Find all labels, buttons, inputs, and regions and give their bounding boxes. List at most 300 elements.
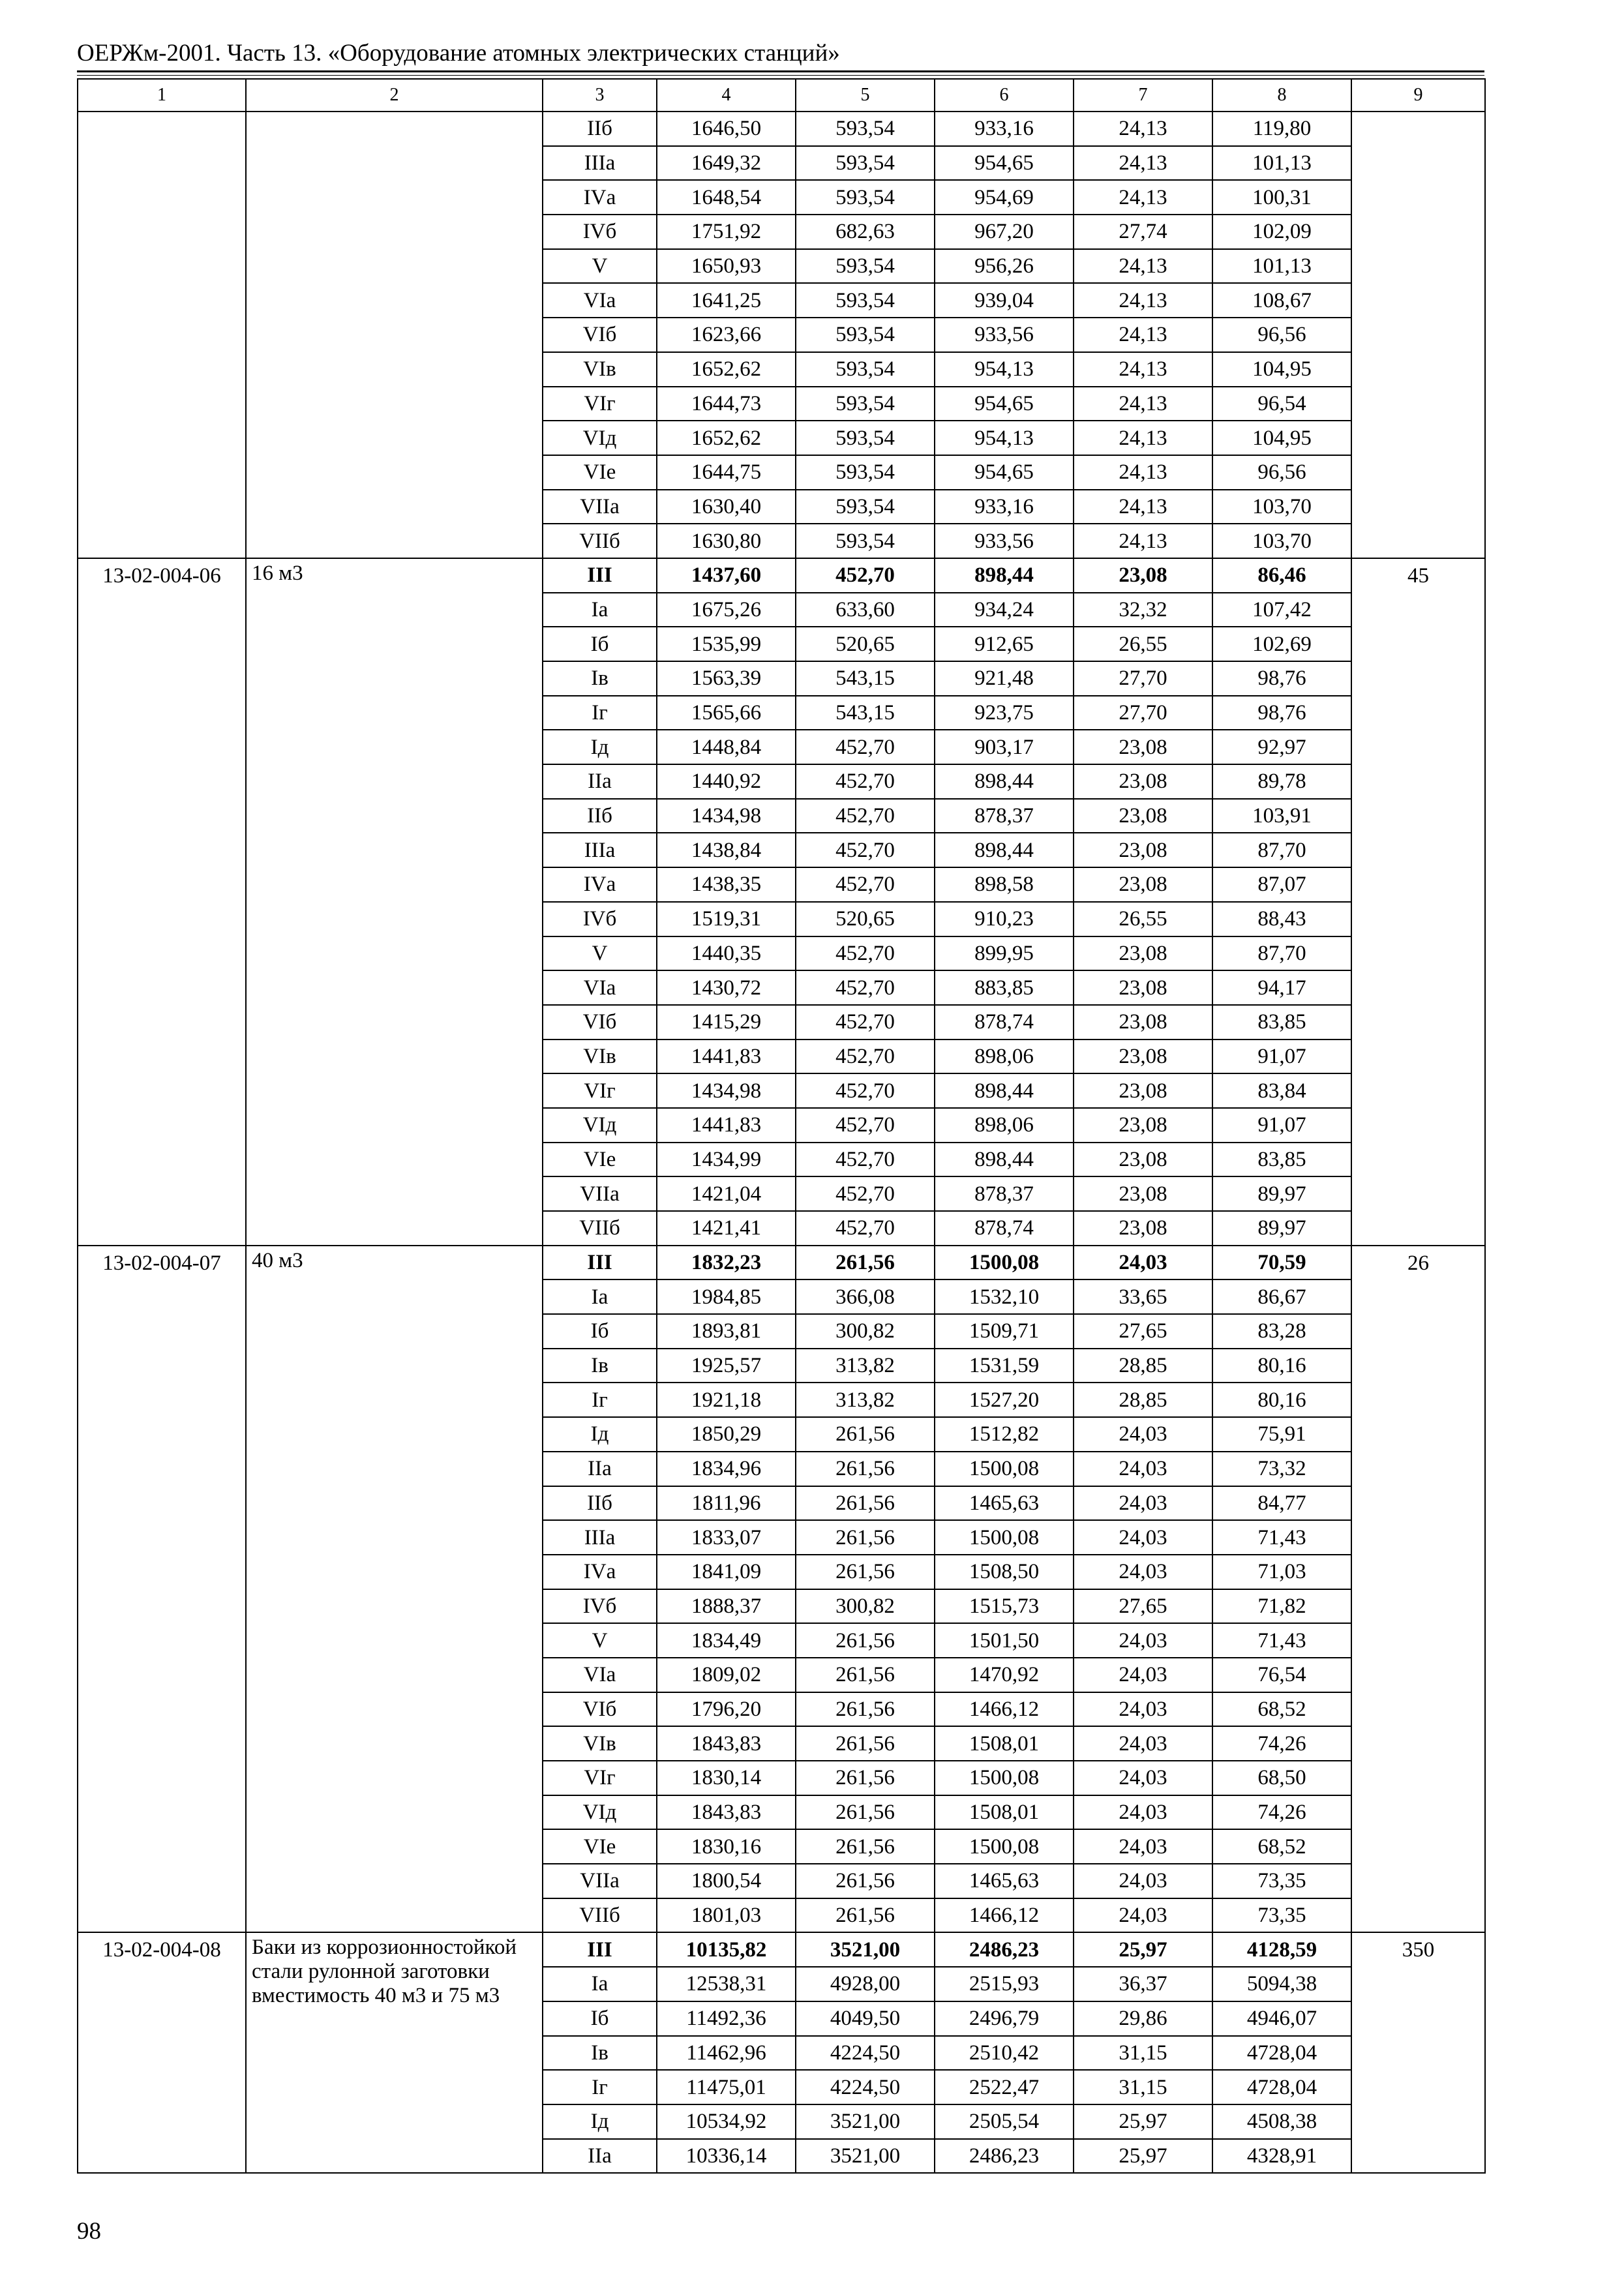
value-cell: 903,17	[935, 730, 1074, 764]
value-cell: 1648,54	[657, 180, 796, 215]
table-row	[78, 1932, 1485, 1967]
zone-cell: IIа	[543, 764, 657, 799]
value-cell: 76,54	[1212, 1658, 1351, 1692]
value-cell: 954,65	[935, 146, 1074, 181]
zone-cell: Iг	[543, 696, 657, 730]
zone-cell: Iб	[543, 627, 657, 661]
value-cell: 4224,50	[796, 2036, 935, 2071]
value-cell: 24,03	[1074, 1864, 1212, 1898]
value-cell: 119,80	[1212, 112, 1351, 146]
value-cell: 83,84	[1212, 1073, 1351, 1108]
value-cell: 593,54	[796, 524, 935, 558]
value-cell: 1531,59	[935, 1349, 1074, 1383]
value-cell: 1565,66	[657, 696, 796, 730]
value-cell: 83,85	[1212, 1143, 1351, 1177]
value-cell: 261,56	[796, 1555, 935, 1589]
value-cell: 28,85	[1074, 1349, 1212, 1383]
zone-cell: VIIб	[543, 524, 657, 558]
value-cell: 1921,18	[657, 1383, 796, 1417]
equipment-name: 16 м3	[246, 558, 543, 1246]
value-cell: 1434,99	[657, 1143, 796, 1177]
value-cell: 1501,50	[935, 1623, 1074, 1658]
value-cell: 878,37	[935, 1176, 1074, 1211]
value-cell: 1535,99	[657, 627, 796, 661]
value-cell: 11462,96	[657, 2036, 796, 2071]
value-cell: 80,16	[1212, 1349, 1351, 1383]
value-cell: 593,54	[796, 249, 935, 284]
value-cell: 1925,57	[657, 1349, 796, 1383]
value-cell: 73,32	[1212, 1452, 1351, 1486]
zone-cell: IIIа	[543, 1520, 657, 1555]
value-cell: 31,15	[1074, 2070, 1212, 2104]
value-cell: 100,31	[1212, 180, 1351, 215]
value-cell: 73,35	[1212, 1864, 1351, 1898]
value-cell: 452,70	[796, 1073, 935, 1108]
value-cell: 1470,92	[935, 1658, 1074, 1692]
value-cell: 1646,50	[657, 112, 796, 146]
value-cell: 1438,84	[657, 833, 796, 867]
value-cell: 261,56	[796, 1452, 935, 1486]
value-cell: 4728,04	[1212, 2036, 1351, 2071]
value-cell: 96,56	[1212, 318, 1351, 352]
value-cell: 83,85	[1212, 1005, 1351, 1040]
value-cell: 2486,23	[935, 1932, 1074, 1967]
value-cell: 83,28	[1212, 1314, 1351, 1349]
value-cell: 313,82	[796, 1349, 935, 1383]
value-cell: 36,37	[1074, 1967, 1212, 2001]
value-cell: 89,97	[1212, 1176, 1351, 1211]
value-cell: 1500,08	[935, 1246, 1074, 1280]
zone-cell: VIв	[543, 1040, 657, 1074]
value-cell: 593,54	[796, 283, 935, 318]
value-cell: 24,03	[1074, 1692, 1212, 1727]
value-cell: 1843,83	[657, 1726, 796, 1761]
zone-cell: V	[543, 936, 657, 971]
value-cell: 923,75	[935, 696, 1074, 730]
value-cell: 1984,85	[657, 1279, 796, 1314]
value-cell: 1441,83	[657, 1108, 796, 1143]
value-cell: 24,13	[1074, 146, 1212, 181]
table-row	[78, 558, 1485, 593]
value-cell: 1630,40	[657, 490, 796, 524]
value-cell: 107,42	[1212, 593, 1351, 627]
value-cell: 261,56	[796, 1761, 935, 1795]
value-cell: 933,16	[935, 112, 1074, 146]
value-cell: 23,08	[1074, 970, 1212, 1005]
value-cell: 4508,38	[1212, 2104, 1351, 2139]
value-cell: 23,08	[1074, 1040, 1212, 1074]
value-cell: 103,70	[1212, 490, 1351, 524]
value-cell: 954,13	[935, 352, 1074, 387]
value-cell: 2510,42	[935, 2036, 1074, 2071]
value-cell: 452,70	[796, 1176, 935, 1211]
value-cell: 593,54	[796, 352, 935, 387]
value-cell: 96,54	[1212, 387, 1351, 421]
value-cell: 4049,50	[796, 2001, 935, 2036]
value-cell: 10534,92	[657, 2104, 796, 2139]
value-cell: 593,54	[796, 490, 935, 524]
value-cell: 1466,12	[935, 1898, 1074, 1933]
value-cell: 261,56	[796, 1692, 935, 1727]
value-cell: 11492,36	[657, 2001, 796, 2036]
value-cell: 23,08	[1074, 1143, 1212, 1177]
value-cell: 23,08	[1074, 558, 1212, 593]
value-cell: 23,08	[1074, 1005, 1212, 1040]
value-cell: 25,97	[1074, 2104, 1212, 2139]
value-cell: 4224,50	[796, 2070, 935, 2104]
rate-code: 13-02-004-08	[78, 1932, 246, 2173]
value-cell: 3521,00	[796, 2139, 935, 2174]
zone-cell: VIIб	[543, 1898, 657, 1933]
value-cell: 2496,79	[935, 2001, 1074, 2036]
value-cell: 261,56	[796, 1864, 935, 1898]
value-cell: 1834,49	[657, 1623, 796, 1658]
column-9-value: 26	[1351, 1246, 1485, 1933]
zone-cell: VIIа	[543, 1176, 657, 1211]
value-cell: 24,13	[1074, 387, 1212, 421]
value-cell: 878,37	[935, 799, 1074, 833]
value-cell: 1434,98	[657, 799, 796, 833]
value-cell: 452,70	[796, 730, 935, 764]
value-cell: 24,13	[1074, 490, 1212, 524]
value-cell: 898,06	[935, 1040, 1074, 1074]
value-cell: 27,65	[1074, 1314, 1212, 1349]
value-cell: 27,70	[1074, 661, 1212, 696]
value-cell: 24,03	[1074, 1417, 1212, 1452]
column-number: 3	[543, 79, 657, 112]
column-number: 1	[78, 79, 246, 112]
value-cell: 452,70	[796, 833, 935, 867]
value-cell: 1532,10	[935, 1279, 1074, 1314]
value-cell: 23,08	[1074, 867, 1212, 902]
zone-cell: VIг	[543, 1761, 657, 1795]
value-cell: 92,97	[1212, 730, 1351, 764]
rate-code: 13-02-004-07	[78, 1246, 246, 1933]
value-cell: 23,08	[1074, 730, 1212, 764]
value-cell: 80,16	[1212, 1383, 1351, 1417]
value-cell: 1833,07	[657, 1520, 796, 1555]
value-cell: 1841,09	[657, 1555, 796, 1589]
value-cell: 1441,83	[657, 1040, 796, 1074]
value-cell: 1832,23	[657, 1246, 796, 1280]
value-cell: 2522,47	[935, 2070, 1074, 2104]
zone-cell: Iд	[543, 2104, 657, 2139]
value-cell: 1438,35	[657, 867, 796, 902]
value-cell: 28,85	[1074, 1383, 1212, 1417]
value-cell: 1508,01	[935, 1726, 1074, 1761]
value-cell: 103,70	[1212, 524, 1351, 558]
value-cell: 26,55	[1074, 627, 1212, 661]
value-cell: 2505,54	[935, 2104, 1074, 2139]
value-cell: 23,08	[1074, 1108, 1212, 1143]
zone-cell: III	[543, 1246, 657, 1280]
value-cell: 1650,93	[657, 249, 796, 284]
value-cell: 954,65	[935, 387, 1074, 421]
value-cell: 878,74	[935, 1005, 1074, 1040]
value-cell: 1500,08	[935, 1761, 1074, 1795]
value-cell: 74,26	[1212, 1795, 1351, 1830]
value-cell: 366,08	[796, 1279, 935, 1314]
equipment-name: 40 м3	[246, 1246, 543, 1933]
value-cell: 24,13	[1074, 455, 1212, 490]
value-cell: 86,67	[1212, 1279, 1351, 1314]
column-number: 9	[1351, 79, 1485, 112]
column-number: 6	[935, 79, 1074, 112]
value-cell: 2515,93	[935, 1967, 1074, 2001]
value-cell: 1563,39	[657, 661, 796, 696]
value-cell: 933,56	[935, 524, 1074, 558]
value-cell: 1843,83	[657, 1795, 796, 1830]
rate-code: 13-02-004-06	[78, 558, 246, 1246]
value-cell: 25,97	[1074, 1932, 1212, 1967]
zone-cell: Iд	[543, 1417, 657, 1452]
value-cell: 1509,71	[935, 1314, 1074, 1349]
value-cell: 1465,63	[935, 1486, 1074, 1521]
zone-cell: VIд	[543, 1108, 657, 1143]
value-cell: 25,97	[1074, 2139, 1212, 2174]
value-cell: 954,13	[935, 421, 1074, 455]
value-cell: 1830,16	[657, 1829, 796, 1864]
value-cell: 23,08	[1074, 936, 1212, 971]
value-cell: 593,54	[796, 146, 935, 181]
value-cell: 633,60	[796, 593, 935, 627]
value-cell: 261,56	[796, 1829, 935, 1864]
value-cell: 898,58	[935, 867, 1074, 902]
value-cell: 1652,62	[657, 421, 796, 455]
value-cell: 452,70	[796, 936, 935, 971]
value-cell: 23,08	[1074, 764, 1212, 799]
value-cell: 452,70	[796, 867, 935, 902]
value-cell: 1508,01	[935, 1795, 1074, 1830]
value-cell: 88,43	[1212, 902, 1351, 936]
zone-cell: IIа	[543, 1452, 657, 1486]
zone-cell: VIг	[543, 387, 657, 421]
value-cell: 1430,72	[657, 970, 796, 1005]
zone-cell: IIб	[543, 1486, 657, 1521]
value-cell: 452,70	[796, 799, 935, 833]
value-cell: 5094,38	[1212, 1967, 1351, 2001]
value-cell: 1811,96	[657, 1486, 796, 1521]
value-cell: 1834,96	[657, 1452, 796, 1486]
value-cell: 933,16	[935, 490, 1074, 524]
zone-cell: VIб	[543, 1692, 657, 1727]
zone-cell: VIIа	[543, 490, 657, 524]
value-cell: 4328,91	[1212, 2139, 1351, 2174]
zone-cell: VIг	[543, 1073, 657, 1108]
zone-cell: Iа	[543, 593, 657, 627]
value-cell: 24,13	[1074, 249, 1212, 284]
value-cell: 261,56	[796, 1726, 935, 1761]
value-cell: 452,70	[796, 1143, 935, 1177]
column-number: 5	[796, 79, 935, 112]
value-cell: 261,56	[796, 1486, 935, 1521]
value-cell: 24,03	[1074, 1658, 1212, 1692]
zone-cell: VIд	[543, 1795, 657, 1830]
value-cell: 27,65	[1074, 1589, 1212, 1624]
rate-code	[78, 112, 246, 558]
value-cell: 921,48	[935, 661, 1074, 696]
value-cell: 1500,08	[935, 1452, 1074, 1486]
value-cell: 1830,14	[657, 1761, 796, 1795]
value-cell: 91,07	[1212, 1108, 1351, 1143]
value-cell: 94,17	[1212, 970, 1351, 1005]
zone-cell: VIа	[543, 970, 657, 1005]
value-cell: 71,43	[1212, 1623, 1351, 1658]
value-cell: 898,44	[935, 1073, 1074, 1108]
value-cell: 102,69	[1212, 627, 1351, 661]
value-cell: 23,08	[1074, 833, 1212, 867]
value-cell: 24,13	[1074, 180, 1212, 215]
value-cell: 261,56	[796, 1795, 935, 1830]
value-cell: 24,03	[1074, 1520, 1212, 1555]
zone-cell: VIе	[543, 1143, 657, 1177]
value-cell: 1508,50	[935, 1555, 1074, 1589]
value-cell: 4128,59	[1212, 1932, 1351, 1967]
zone-cell: VIIб	[543, 1211, 657, 1246]
zone-cell: VIд	[543, 421, 657, 455]
table-row	[78, 1246, 1485, 1280]
value-cell: 1466,12	[935, 1692, 1074, 1727]
value-cell: 68,50	[1212, 1761, 1351, 1795]
value-cell: 261,56	[796, 1520, 935, 1555]
zone-cell: Iд	[543, 730, 657, 764]
value-cell: 543,15	[796, 661, 935, 696]
value-cell: 1809,02	[657, 1658, 796, 1692]
value-cell: 10135,82	[657, 1932, 796, 1967]
zone-cell: IVа	[543, 1555, 657, 1589]
value-cell: 87,70	[1212, 936, 1351, 971]
value-cell: 452,70	[796, 1005, 935, 1040]
zone-cell: IVа	[543, 180, 657, 215]
column-9-value: 45	[1351, 558, 1485, 1246]
value-cell: 1434,98	[657, 1073, 796, 1108]
column-9-value: 350	[1351, 1932, 1485, 2173]
value-cell: 1850,29	[657, 1417, 796, 1452]
value-cell: 1421,04	[657, 1176, 796, 1211]
value-cell: 11475,01	[657, 2070, 796, 2104]
value-cell: 883,85	[935, 970, 1074, 1005]
zone-cell: Iб	[543, 2001, 657, 2036]
value-cell: 12538,31	[657, 1967, 796, 2001]
value-cell: 1440,35	[657, 936, 796, 971]
value-cell: 912,65	[935, 627, 1074, 661]
zone-cell: IIIа	[543, 146, 657, 181]
value-cell: 91,07	[1212, 1040, 1351, 1074]
column-9-value	[1351, 112, 1485, 558]
zone-cell: Iв	[543, 661, 657, 696]
value-cell: 452,70	[796, 1108, 935, 1143]
value-cell: 1440,92	[657, 764, 796, 799]
header-rule	[77, 70, 1484, 76]
zone-cell: Iг	[543, 1383, 657, 1417]
zone-cell: III	[543, 558, 657, 593]
value-cell: 261,56	[796, 1417, 935, 1452]
value-cell: 96,56	[1212, 455, 1351, 490]
value-cell: 1800,54	[657, 1864, 796, 1898]
value-cell: 939,04	[935, 283, 1074, 318]
zone-cell: VIб	[543, 318, 657, 352]
zone-cell: IIIа	[543, 833, 657, 867]
column-number: 2	[246, 79, 543, 112]
column-number: 8	[1212, 79, 1351, 112]
zone-cell: III	[543, 1932, 657, 1967]
value-cell: 1421,41	[657, 1211, 796, 1246]
value-cell: 1527,20	[935, 1383, 1074, 1417]
value-cell: 101,13	[1212, 146, 1351, 181]
zone-cell: V	[543, 1623, 657, 1658]
value-cell: 300,82	[796, 1589, 935, 1624]
zone-cell: Iа	[543, 1967, 657, 2001]
value-cell: 1652,62	[657, 352, 796, 387]
value-cell: 1512,82	[935, 1417, 1074, 1452]
value-cell: 98,76	[1212, 661, 1351, 696]
value-cell: 593,54	[796, 455, 935, 490]
value-cell: 1415,29	[657, 1005, 796, 1040]
value-cell: 68,52	[1212, 1829, 1351, 1864]
value-cell: 898,06	[935, 1108, 1074, 1143]
value-cell: 954,69	[935, 180, 1074, 215]
value-cell: 1675,26	[657, 593, 796, 627]
value-cell: 101,13	[1212, 249, 1351, 284]
value-cell: 1465,63	[935, 1864, 1074, 1898]
zone-cell: VIе	[543, 1829, 657, 1864]
value-cell: 24,03	[1074, 1555, 1212, 1589]
value-cell: 98,76	[1212, 696, 1351, 730]
zone-cell: Iб	[543, 1314, 657, 1349]
value-cell: 86,46	[1212, 558, 1351, 593]
zone-cell: VIе	[543, 455, 657, 490]
zone-cell: Iв	[543, 2036, 657, 2071]
value-cell: 1641,25	[657, 283, 796, 318]
value-cell: 84,77	[1212, 1486, 1351, 1521]
zone-cell: IVб	[543, 1589, 657, 1624]
value-cell: 261,56	[796, 1658, 935, 1692]
zone-cell: IVа	[543, 867, 657, 902]
value-cell: 910,23	[935, 902, 1074, 936]
value-cell: 1500,08	[935, 1829, 1074, 1864]
value-cell: 24,13	[1074, 421, 1212, 455]
value-cell: 3521,00	[796, 1932, 935, 1967]
value-cell: 10336,14	[657, 2139, 796, 2174]
value-cell: 1448,84	[657, 730, 796, 764]
value-cell: 543,15	[796, 696, 935, 730]
value-cell: 73,35	[1212, 1898, 1351, 1933]
zone-cell: V	[543, 249, 657, 284]
table-row	[78, 112, 1485, 146]
value-cell: 71,82	[1212, 1589, 1351, 1624]
value-cell: 1644,75	[657, 455, 796, 490]
column-number: 4	[657, 79, 796, 112]
value-cell: 898,44	[935, 1143, 1074, 1177]
rates-table	[77, 78, 1486, 2174]
value-cell: 452,70	[796, 558, 935, 593]
value-cell: 23,08	[1074, 1176, 1212, 1211]
value-cell: 4728,04	[1212, 2070, 1351, 2104]
value-cell: 593,54	[796, 112, 935, 146]
value-cell: 102,09	[1212, 215, 1351, 249]
value-cell: 104,95	[1212, 421, 1351, 455]
value-cell: 1801,03	[657, 1898, 796, 1933]
value-cell: 261,56	[796, 1623, 935, 1658]
value-cell: 452,70	[796, 764, 935, 799]
value-cell: 24,13	[1074, 283, 1212, 318]
value-cell: 898,44	[935, 558, 1074, 593]
value-cell: 4928,00	[796, 1967, 935, 2001]
zone-cell: IIб	[543, 799, 657, 833]
value-cell: 23,08	[1074, 1211, 1212, 1246]
value-cell: 261,56	[796, 1246, 935, 1280]
value-cell: 24,03	[1074, 1829, 1212, 1864]
